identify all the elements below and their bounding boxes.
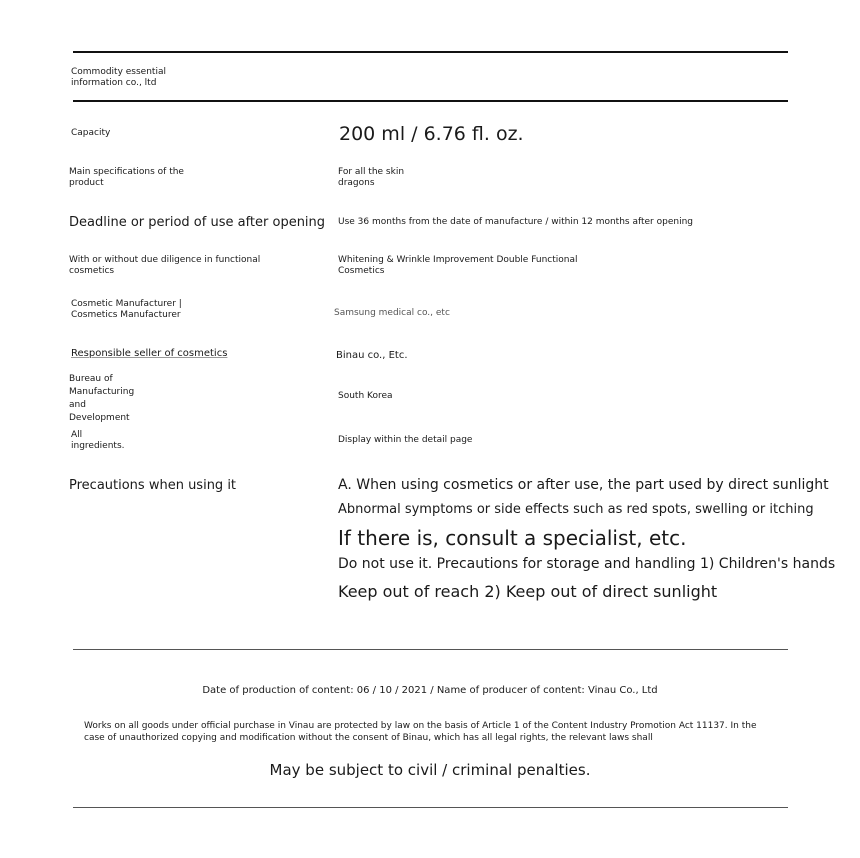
precautions-label: Precautions when using it	[69, 478, 237, 493]
footer-top-divider	[73, 649, 788, 650]
penalty-notice: May be subject to civil / criminal penalties.	[269, 761, 591, 779]
header-divider	[73, 100, 788, 102]
footer-bottom-divider	[73, 807, 788, 808]
legal-notice: Works on all goods under official purchase in Vinau are protected by law on the basis of Article 1 of the Content Industry Promotion Act 11137. In the case of unauthorized copying and modification without the consent of Binau, which has all legal rights, the relevant laws shall	[84, 721, 757, 743]
row-value-ingredients: Display within the detail page	[338, 435, 473, 445]
row-value-main-spec: For all the skin dragons	[338, 167, 405, 188]
row-label-main-spec: Main specifications of the product	[69, 167, 184, 188]
precautions-line-5: Keep out of reach 2) Keep out of direct sunlight	[338, 582, 718, 601]
row-label-origin: Bureau of Manufacturing and Development	[69, 374, 135, 423]
row-value-origin: South Korea	[338, 391, 393, 401]
production-info: Date of production of content: 06 / 10 / 2021 / Name of producer of content: Vinau Co., Ltd	[202, 685, 658, 696]
row-label-use-period: Deadline or period of use after opening	[69, 215, 326, 230]
row-label-seller: Responsible seller of cosmetics	[71, 348, 228, 359]
row-value-seller: Binau co., Etc.	[336, 350, 408, 361]
top-divider	[73, 51, 788, 53]
precautions-line-1: A. When using cosmetics or after use, the part used by direct sunlight	[338, 477, 829, 493]
row-value-manufacturer: Samsung medical co., etc	[334, 308, 450, 318]
row-value-functional: Whitening & Wrinkle Improvement Double Functional Cosmetics	[338, 255, 578, 276]
row-label-manufacturer: Cosmetic Manufacturer | Cosmetics Manufacturer	[71, 299, 182, 320]
precautions-line-4: Do not use it. Precautions for storage and handling 1) Children's hands	[338, 556, 836, 572]
row-label-ingredients: All ingredients.	[71, 430, 125, 451]
precautions-line-3: If there is, consult a specialist, etc.	[338, 526, 687, 550]
row-value-capacity: 200 ml / 6.76 fl. oz.	[339, 123, 524, 145]
row-label-functional: With or without due diligence in functional cosmetics	[69, 255, 261, 276]
row-value-use-period: Use 36 months from the date of manufacture / within 12 months after opening	[338, 217, 693, 227]
precautions-line-2: Abnormal symptoms or side effects such as red spots, swelling or itching	[338, 502, 814, 517]
row-label-capacity: Capacity	[71, 128, 111, 138]
page-title: Commodity essential information co., ltd	[71, 67, 166, 88]
